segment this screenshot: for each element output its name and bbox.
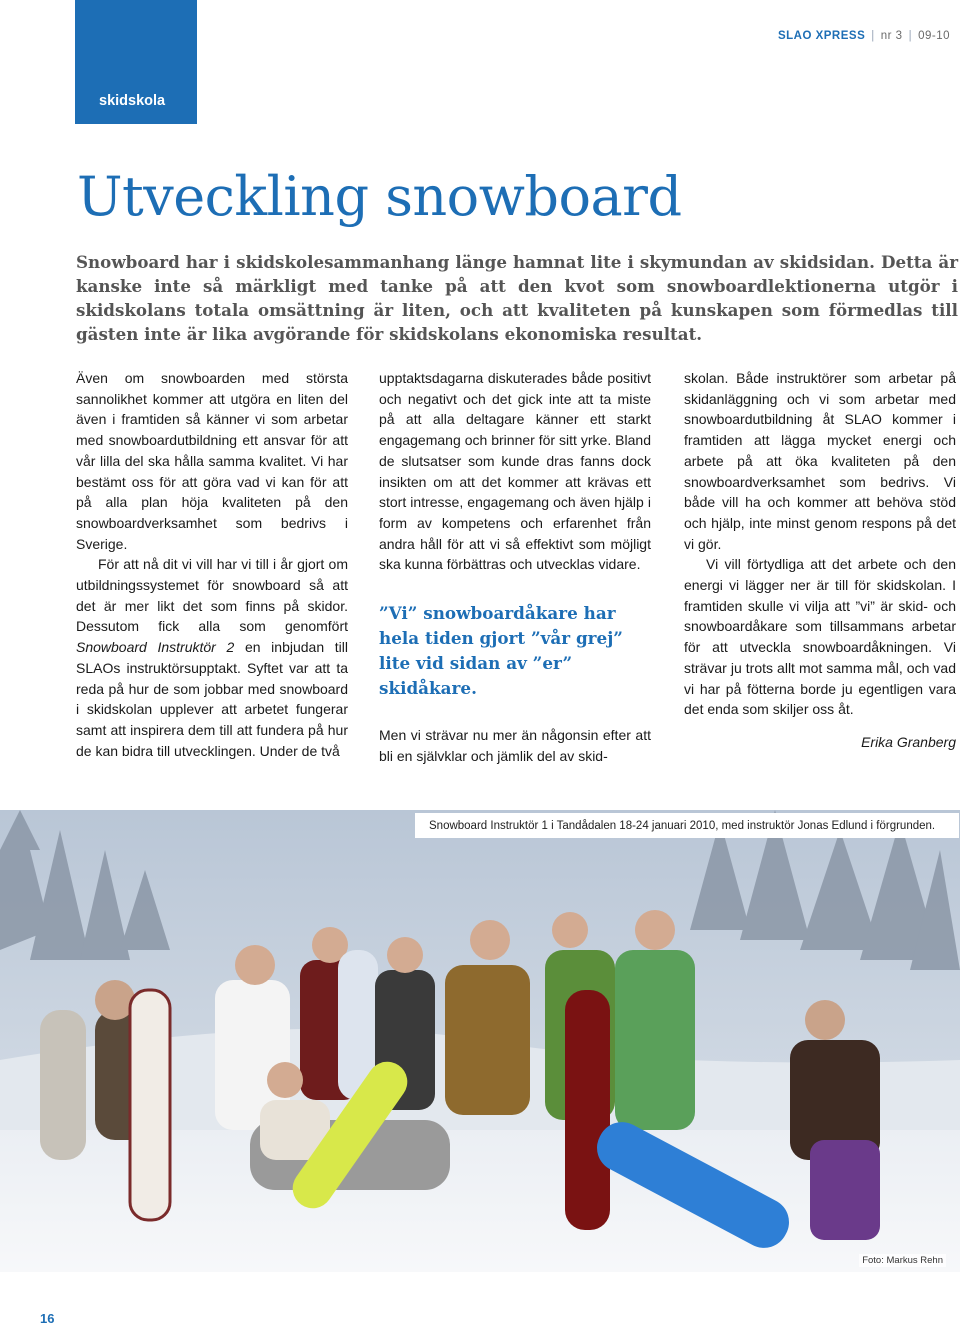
text-column-2 xyxy=(379,368,651,766)
paragraph-text: För att nå dit vi vill har vi till i år gjort om utbildningssystemet för snowboard så att det är mer likt det som finns på skidor. Dessutom fick alla som genomfört xyxy=(76,556,348,635)
photo-caption: Snowboard Instruktör 1 i Tandådalen 18-24 januari 2010, med instruktör Jonas Edlund i förgrunden. xyxy=(415,813,959,838)
section-tag xyxy=(75,0,197,124)
paragraph: skolan. Både instruktörer som arbetar på skidanläggning och vi som arbetar med snowboardutbildning åt SLAO kommer i framtiden att lägga mycket energi och arbete på att öka kvaliteten på den snowboardverksamhet som bedrivs. Vi både vill ha och kommer att behöva stöd och hjälp, inte minst genom respons på det vi gör. xyxy=(684,370,956,552)
paragraph-text: en inbjudan till SLAOs instruktörsupptakt. Syftet var att ta reda på hur de som jobbar med snowboard i skidskolan upplever att arbetet fungerar samt att inspirera dem till att fundera på hur de kan bidra till utvecklingen. Under de två xyxy=(76,639,349,759)
running-header xyxy=(778,30,950,42)
author-signature: Erika Granberg xyxy=(861,733,956,750)
issue-season: 09-10 xyxy=(918,30,950,42)
pull-quote: ”Vi” snowboardåkare har hela tiden gjort ”vår grej” lite vid sidan av ”er” skidåkare. xyxy=(379,603,623,699)
paragraph: upptaktsdagarna diskuterades både positivt och negativt och det gick inte att ta miste på att alla deltagare känner ett starkt engagemang och brinner för sitt yrke. Bland de slutsatser som kunde dras fanns dock insikten om att det kommer att krävas ett stort intresse, engagemang och även hjälp i form av kompetens och erfarenhet från andra håll för att vi så effektivt som möjligt ska kunna förbättras och utvecklas vidare. xyxy=(379,370,651,573)
article-ingress xyxy=(76,250,958,346)
paragraph: Även om snowboarden med största sannolikhet kommer att utgöra en liten del även i framtiden så känner vi som arbetar med snowboardutbildning ett ansvar för att vår lilla del ska hålla samma kvalitet. Vi har bestämt oss för att göra vad vi kan för att på alla plan höja kvaliteten på den snowboardverksamhet som bedrivs i Sverige. xyxy=(76,370,348,552)
photo-credit: Foto: Markus Rehn xyxy=(859,1254,946,1267)
section-tag-label: skidskola xyxy=(99,93,166,109)
issue-number: nr 3 xyxy=(880,30,903,42)
text-column-3 xyxy=(684,368,956,753)
paragraph xyxy=(76,554,348,761)
magazine-name: SLAO XPRESS xyxy=(777,30,866,42)
photo-illustration xyxy=(0,810,960,1272)
paragraph: Men vi strävar nu mer än någonsin efter att bli en självklar och jämlik del av skid- xyxy=(379,727,651,764)
course-name: Snowboard Instruktör 2 xyxy=(76,639,235,656)
header-separator: | xyxy=(908,30,913,42)
text-column-1 xyxy=(76,368,348,761)
paragraph: Vi vill förtydliga att det arbete och den energi vi lägger ner är till för skidskolan. I framtiden skulle vi vilja att ”vi” är skid- och snowboardåkare som tillsammans arbetar för att utveckla snowboardåkningen. Vi strävar ju trots allt mot samma mål, och vad vi har på fötterna borde ju egentligen vara det enda som skiljer oss åt. xyxy=(684,556,956,718)
header-separator: | xyxy=(871,30,875,42)
article-title: Utveckling snowboard xyxy=(77,165,682,228)
group-photo xyxy=(0,810,960,1272)
ingress-text: Snowboard har i skidskolesammanhang länge hamnat lite i skymundan av skidsidan. Detta är kanske inte så märkligt med tanke på att den kvot som snowboardlektionerna utgör i skidskolans totala omsättning är liten, och att kvaliteten på kunskapen som förmedlas till gästen inte är lika avgörande för skidskolans ekonomiska resultat. xyxy=(76,252,958,344)
page-number: 16 xyxy=(40,1311,55,1326)
